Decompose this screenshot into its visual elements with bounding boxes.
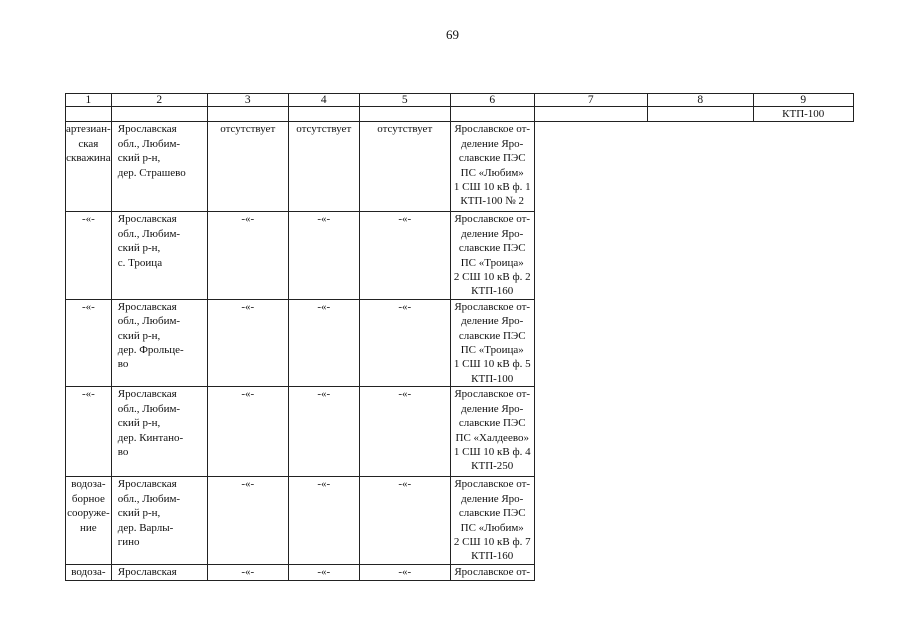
cell-empty: [450, 107, 534, 122]
cell-col3: [207, 107, 288, 122]
cell-c4: артезиан- ская скважина: [66, 122, 112, 212]
cell-empty: [359, 107, 450, 122]
cell-empty: [288, 107, 359, 122]
cell-c6: -«-: [207, 477, 288, 565]
cell-c6: -«-: [207, 212, 288, 299]
cell-c9: Ярославское от- деление Яро- славские ПЭС ПС «Любим» 1 СШ 10 кВ ф. 1 КТП-100 № 2: [450, 122, 534, 212]
cell-c5: Ярославская: [111, 565, 207, 580]
cell-empty: [534, 107, 647, 122]
cell-c8: отсутствует: [359, 122, 450, 212]
cell-c5: Ярославская обл., Любим- ский р-н, с. Троица: [111, 212, 207, 299]
cell-c7: -«-: [288, 565, 359, 580]
cell-c7: -«-: [288, 299, 359, 386]
cell-empty: [647, 107, 753, 122]
cell-c9: Ярославское от- деление Яро- славские ПЭС ПС «Любим» 2 СШ 10 кВ ф. 7 КТП-160: [450, 477, 534, 565]
col-header-2: 2: [111, 94, 207, 107]
cell-c8: -«-: [359, 387, 450, 477]
col-header-7: 7: [534, 94, 647, 107]
cell-c6: -«-: [207, 565, 288, 580]
col-header-4: 4: [288, 94, 359, 107]
col-header-6: 6: [450, 94, 534, 107]
cell-c6: -«-: [207, 387, 288, 477]
cell-c7: отсутствует: [288, 122, 359, 212]
table-row: [66, 387, 854, 477]
cell-c8: -«-: [359, 477, 450, 565]
col-header-3: 3: [207, 94, 288, 107]
cell-c7: -«-: [288, 477, 359, 565]
table-row: [66, 212, 854, 299]
cell-col1: [66, 107, 112, 122]
data-table: [65, 93, 854, 581]
table-row: [66, 565, 854, 580]
cell-c9: Ярославское от- деление Яро- славские ПЭС ПС «Троица» 1 СШ 10 кВ ф. 5 КТП-100: [450, 299, 534, 386]
cell-c7: -«-: [288, 212, 359, 299]
cell-c4: -«-: [66, 387, 112, 477]
col-header-9: 9: [753, 94, 853, 107]
carry-over-row: [66, 107, 854, 122]
cell-c4: -«-: [66, 212, 112, 299]
table-row: [66, 477, 854, 565]
carry-over-cell: КТП-100: [753, 107, 853, 122]
page-number: 69: [446, 27, 459, 42]
cell-c8: -«-: [359, 565, 450, 580]
col-header-1: 1: [66, 94, 112, 107]
cell-c9: Ярославское от- деление Яро- славские ПЭС ПС «Халдеево» 1 СШ 10 кВ ф. 4 КТП-250: [450, 387, 534, 477]
cell-c4: -«-: [66, 299, 112, 386]
cell-c6: -«-: [207, 299, 288, 386]
col-header-8: 8: [647, 94, 753, 107]
cell-c6: отсутствует: [207, 122, 288, 212]
cell-c8: -«-: [359, 299, 450, 386]
cell-c4: водоза-: [66, 565, 112, 580]
cell-c5: Ярославская обл., Любим- ский р-н, дер. Варлы- гино: [111, 477, 207, 565]
cell-c9: Ярославское от- деление Яро- славские ПЭС ПС «Троица» 2 СШ 10 кВ ф. 2 КТП-160: [450, 212, 534, 299]
cell-c8: -«-: [359, 212, 450, 299]
cell-c7: -«-: [288, 387, 359, 477]
cell-c5: Ярославская обл., Любим- ский р-н, дер. Страшево: [111, 122, 207, 212]
cell-c9: Ярославское от-: [450, 565, 534, 580]
table-row: [66, 122, 854, 212]
cell-c5: Ярославская обл., Любим- ский р-н, дер. Кинтано- во: [111, 387, 207, 477]
col-header-5: 5: [359, 94, 450, 107]
header-row: [66, 94, 854, 107]
cell-c4: водоза- борное сооруже- ние: [66, 477, 112, 565]
table-row: [66, 299, 854, 386]
cell-col2: [111, 107, 207, 122]
cell-c5: Ярославская обл., Любим- ский р-н, дер. Фрольце- во: [111, 299, 207, 386]
